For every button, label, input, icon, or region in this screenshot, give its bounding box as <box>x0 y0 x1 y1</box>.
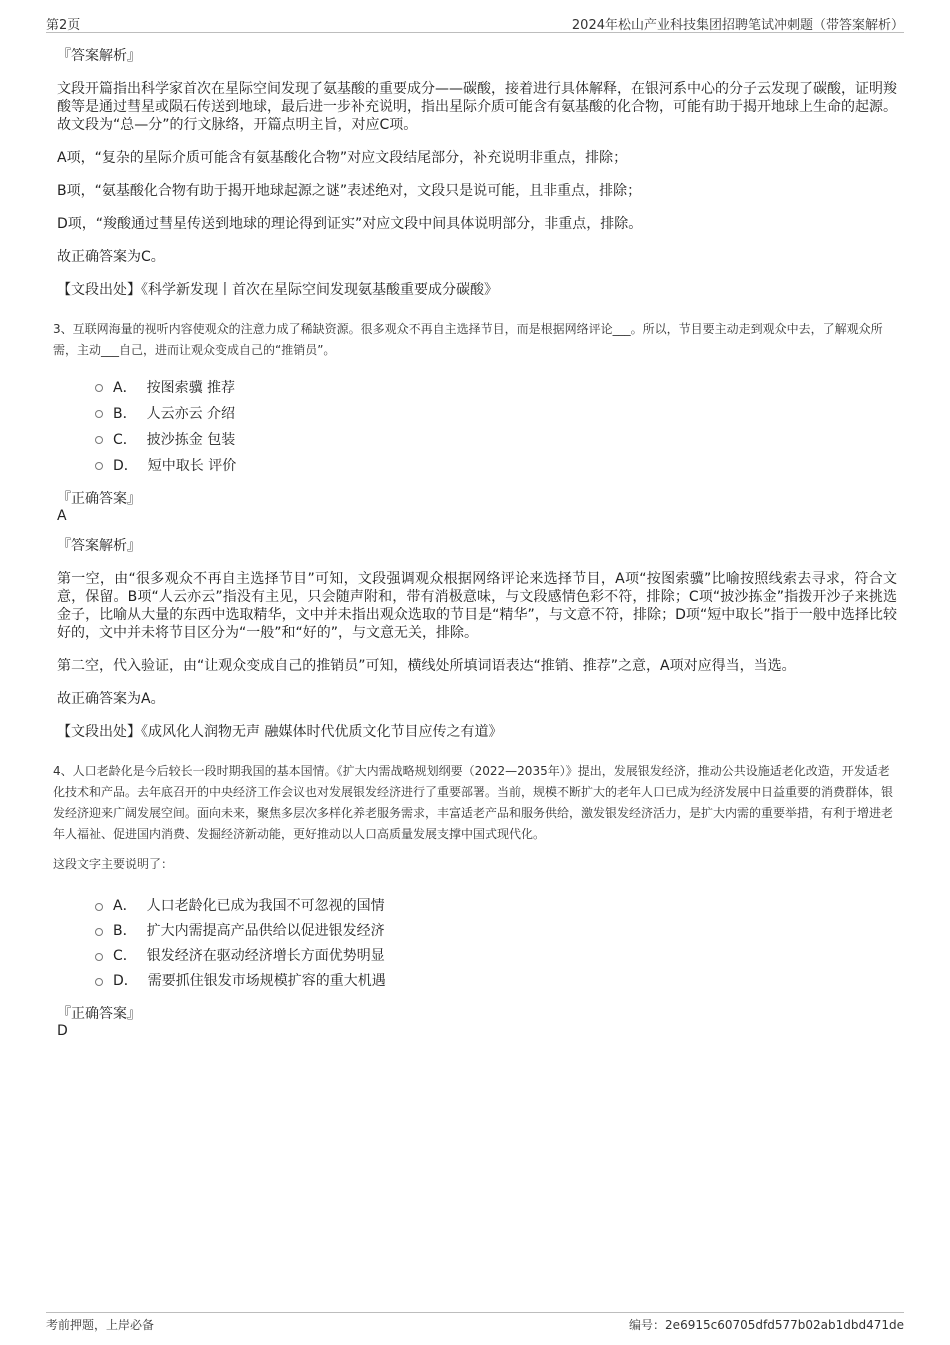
option-text: 人云亦云 介绍 <box>146 406 236 422</box>
option-letter: D． <box>113 458 138 474</box>
question-4-prompt: 这段文字主要说明了： <box>53 857 174 871</box>
radio-icon[interactable] <box>95 928 103 936</box>
radio-icon[interactable] <box>95 462 103 470</box>
q3-conclusion: 故正确答案为A。 <box>57 691 165 707</box>
radio-icon[interactable] <box>95 953 103 961</box>
radio-icon[interactable] <box>95 903 103 911</box>
option-b[interactable] <box>95 401 897 427</box>
q3-source: 【文段出处】《成风化人润物无声 融媒体时代优质文化节目应传之有道》 <box>57 724 503 740</box>
option-text: 按图索骥 推荐 <box>146 380 236 396</box>
radio-icon[interactable] <box>95 436 103 444</box>
q3-analysis-paragraph: 第二空，代入验证，由“让观众变成自己的推销员”可知，横线处所填词语表达“推销、推荐”之意，A项对应得当，当选。 <box>57 658 796 674</box>
option-text: 需要抓住银发市场规模扩容的重大机遇 <box>147 973 386 989</box>
option-a[interactable] <box>95 375 897 401</box>
document-title: 2024年松山产业科技集团招聘笔试冲刺题（带答案解析） <box>571 18 904 33</box>
option-d[interactable] <box>95 969 897 994</box>
option-letter: B． <box>113 406 137 422</box>
page-number: 第2页 <box>46 18 81 33</box>
q3-analysis-label: 『答案解析』 <box>57 538 141 554</box>
option-c[interactable] <box>95 427 897 453</box>
document-code: 编号：2e6915c60705dfd577b02ab1dbd471de <box>629 1318 904 1332</box>
footer-slogan: 考前押题，上岸必备 <box>46 1318 155 1332</box>
q2-analysis-paragraph: B项，“氨基酸化合物有助于揭开地球起源之谜”表述绝对，文段只是说可能，且非重点，排除； <box>57 183 642 199</box>
option-letter: C． <box>113 432 137 448</box>
correct-answer-value: D <box>57 1023 68 1039</box>
q3-analysis-paragraph: 第一空，由“很多观众不再自主选择节目”可知，文段强调观众根据网络评论来选择节目，A项“按图索骥”比喻按照线索去寻求，符合文意，保留。B项“人云亦云”指没有主见，只会随声附和，带有消极意味，与文段感情色彩不符，排除；C项“披沙拣金”指拨开沙子来挑选金子，比喻从大量的东西中选取精华，文中并未指出观众选取的节目是“精华”，与文意不符，排除；D项“短中取长”指于一般中选择比较好的，文中并未将节目区分为“一般”和“好的”，与文意无关，排除。 <box>57 571 897 641</box>
correct-answer-value: A <box>57 508 67 524</box>
option-letter: B． <box>113 923 137 939</box>
q4-correct-answer <box>57 1006 897 1040</box>
page-header <box>46 12 904 33</box>
correct-answer-label: 『正确答案』 <box>57 1006 141 1022</box>
q2-analysis-paragraph: 文段开篇指出科学家首次在星际空间发现了氨基酸的重要成分——碳酸，接着进行具体解释，在银河系中心的分子云发现了碳酸，证明羧酸等是通过彗星或陨石传送到地球，最后进一步补充说明，指出星际介质可能含有氨基酸的化合物，可能有助于揭开地球上生命的起源。故文段为“总—分”的行文脉络，开篇点明主旨，对应C项。 <box>57 81 897 133</box>
option-text: 披沙拣金 包装 <box>146 432 236 448</box>
q3-correct-answer <box>57 491 897 525</box>
option-text: 短中取长 评价 <box>147 458 237 474</box>
q2-conclusion: 故正确答案为C。 <box>57 249 165 265</box>
radio-icon[interactable] <box>95 978 103 986</box>
q2-analysis-label: 『答案解析』 <box>57 48 141 64</box>
question-4-text: 4、人口老龄化是今后较长一段时期我国的基本国情。《扩大内需战略规划纲要（2022—2035年）》提出，发展银发经济，推动公共设施适老化改造，开发适老化技术和产品。去年底召开的中央经济工作会议也对发展银发经济进行了重要部署。当前，规模不断扩大的老年人口已成为经济发展中日益重要的消费群体，银发经济迎来广阔发展空间。面向未来，聚焦多层次多样化养老服务需求，丰富适老产品和服务供给，激发银发经济活力，是扩大内需的重要举措，有利于增进老年人福祉、促进国内消费、发掘经济新动能，更好推动以人口高质量发展支撑中国式现代化。 <box>53 764 894 841</box>
option-letter: C． <box>113 948 137 964</box>
q2-source: 【文段出处】《科学新发现丨首次在星际空间发现氨基酸重要成分碳酸》 <box>57 282 498 298</box>
option-a[interactable] <box>95 894 897 919</box>
page-content <box>53 47 897 1052</box>
q2-analysis-paragraph: A项，“复杂的星际介质可能含有氨基酸化合物”对应文段结尾部分，补充说明非重点，排除； <box>57 150 628 166</box>
option-text: 扩大内需提高产品供给以促进银发经济 <box>146 923 385 939</box>
question-3-text: 3、互联网海量的视听内容使观众的注意力成了稀缺资源。很多观众不再自主选择节目，而是根据网络评论___。所以，节目要主动走到观众中去，了解观众所需，主动___自己，进而让观众变成自己的“推销员”。 <box>53 322 883 357</box>
page-footer <box>46 1312 904 1335</box>
option-letter: A． <box>113 898 137 914</box>
question-4-options <box>95 894 897 994</box>
option-letter: A． <box>113 380 137 396</box>
radio-icon[interactable] <box>95 410 103 418</box>
option-text: 人口老龄化已成为我国不可忽视的国情 <box>146 898 385 914</box>
correct-answer-label: 『正确答案』 <box>57 491 141 507</box>
q2-analysis-paragraph: D项，“羧酸通过彗星传送到地球的理论得到证实”对应文段中间具体说明部分，非重点，排除。 <box>57 216 643 232</box>
option-text: 银发经济在驱动经济增长方面优势明显 <box>146 948 385 964</box>
radio-icon[interactable] <box>95 384 103 392</box>
option-letter: D． <box>113 973 138 989</box>
option-c[interactable] <box>95 944 897 969</box>
question-3-options <box>95 375 897 479</box>
option-b[interactable] <box>95 919 897 944</box>
option-d[interactable] <box>95 453 897 479</box>
